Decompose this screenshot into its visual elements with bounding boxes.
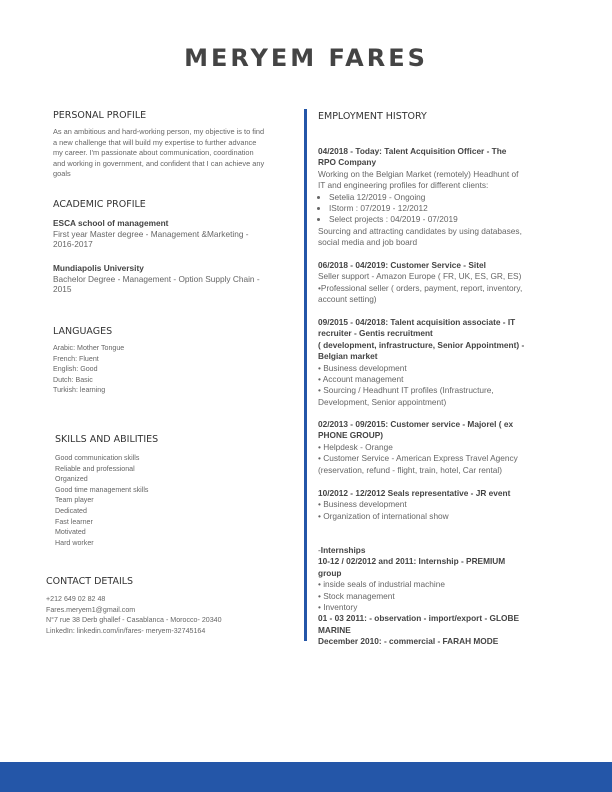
- languages-list: [53, 343, 124, 396]
- job-entry: 09/2015 - 04/2018: Talent acquisition associate - IT recruiter - Gentis recruitment ( development, infrastructure, Senior Appointment) - Belgian market • Business development • Account management • Sourcing / Headhunt IT profiles (Infrastructure, Development, Senior appointment): [318, 317, 525, 407]
- contact-email: Fares.meryem1@gmail.com: [46, 605, 136, 614]
- job-entry: 06/2018 - 04/2019: Customer Service - Sitel Seller support - Amazon Europe ( FR, UK, ES, GR, ES) •Professional seller ( orders, payment, report, inventory, account setting): [318, 260, 523, 305]
- academic-entry: ESCA school of management First year Master degree - Management &Marketing - 2016-2017: [53, 218, 249, 250]
- profile-text: As an ambitious and hard-working person, my objective is to find a new challenge that will build my expertise to further advance my career. I'm passionate about communication, coordination and working in government, and confident that I can achieve any goals: [53, 127, 265, 179]
- employment-heading: EMPLOYMENT HISTORY: [318, 111, 427, 122]
- footer-band: [0, 762, 612, 792]
- contact-details: [46, 594, 222, 636]
- list-item: • Select projects : 04/2019 - 07/2019: [329, 214, 540, 225]
- academic-heading: ACADEMIC PROFILE: [53, 199, 146, 210]
- contact-heading: CONTACT DETAILS: [46, 576, 134, 587]
- resume-name: MERYEM FARES: [184, 44, 428, 72]
- list-item: Motivated: [55, 528, 86, 537]
- skills-list: [55, 453, 148, 548]
- list-item: Organized: [55, 475, 88, 484]
- list-item: French: Fluent: [53, 354, 99, 363]
- list-item: Good time management skills: [55, 485, 149, 494]
- list-item: Team player: [55, 496, 94, 505]
- contact-phone: +212 649 02 82 48: [46, 595, 106, 603]
- list-item: Hard worker: [55, 538, 94, 547]
- job-entry: 10/2012 - 12/2012 Seals representative - JR event • Business development • Organization of international show: [318, 488, 511, 521]
- list-item: Reliable and professional: [55, 464, 135, 473]
- list-item: English: Good: [53, 365, 98, 374]
- list-item: Good communication skills: [55, 454, 140, 462]
- internships-entry: -Internships 10-12 / 02/2012 and 2011: Internship - PREMIUM group • inside seals of industrial machine • Stock management • Inventory 01 - 03 2011: - observation - import/export - GLOBE MARINE December 2010: - commercial - FARAH MODE: [318, 545, 520, 647]
- profile-heading: PERSONAL PROFILE: [53, 110, 147, 121]
- list-item: Turkish: learning: [53, 386, 106, 395]
- contact-address: N°7 rue 38 Derb ghallef - Casablanca - Morocco- 20340: [46, 616, 222, 625]
- list-item: Arabic: Mother Tongue: [53, 344, 125, 352]
- skills-heading: SKILLS AND ABILITIES: [55, 434, 159, 445]
- list-item: Dedicated: [55, 506, 87, 515]
- job-entry: 02/2013 - 09/2015: Customer service - Majorel ( ex PHONE GROUP) • Helpdesk - Orange • Customer Service - American Express Travel Agency (reservation, refund - flight, train, hotel, Car rental): [318, 419, 518, 475]
- job-entry: 04/2018 - Today: Talent Acquisition Officer - The RPO Company Working on the Belgian Market (remotely) Headhunt of IT and engineering profiles for different clients: • Setelia 12/2019 - Ongoing • IStorm : 07/2019 - 12/2012 • Select projects : 04/2019 - 07/2019 Sourcing and attracting candidates by using databases, social media and job board: [318, 146, 540, 249]
- list-item: Dutch: Basic: [53, 375, 93, 384]
- academic-entry: Mundiapolis University Bachelor Degree - Management - Option Supply Chain - 2015: [53, 263, 260, 295]
- contact-linkedin: LinkedIn: linkedin.com/in/fares- meryem-32745164: [46, 626, 206, 635]
- list-item: • Setelia 12/2019 - Ongoing: [329, 192, 540, 203]
- languages-heading: LANGUAGES: [53, 326, 113, 337]
- column-divider: [304, 109, 307, 641]
- list-item: Fast learner: [55, 517, 93, 526]
- list-item: • IStorm : 07/2019 - 12/2012: [329, 203, 540, 214]
